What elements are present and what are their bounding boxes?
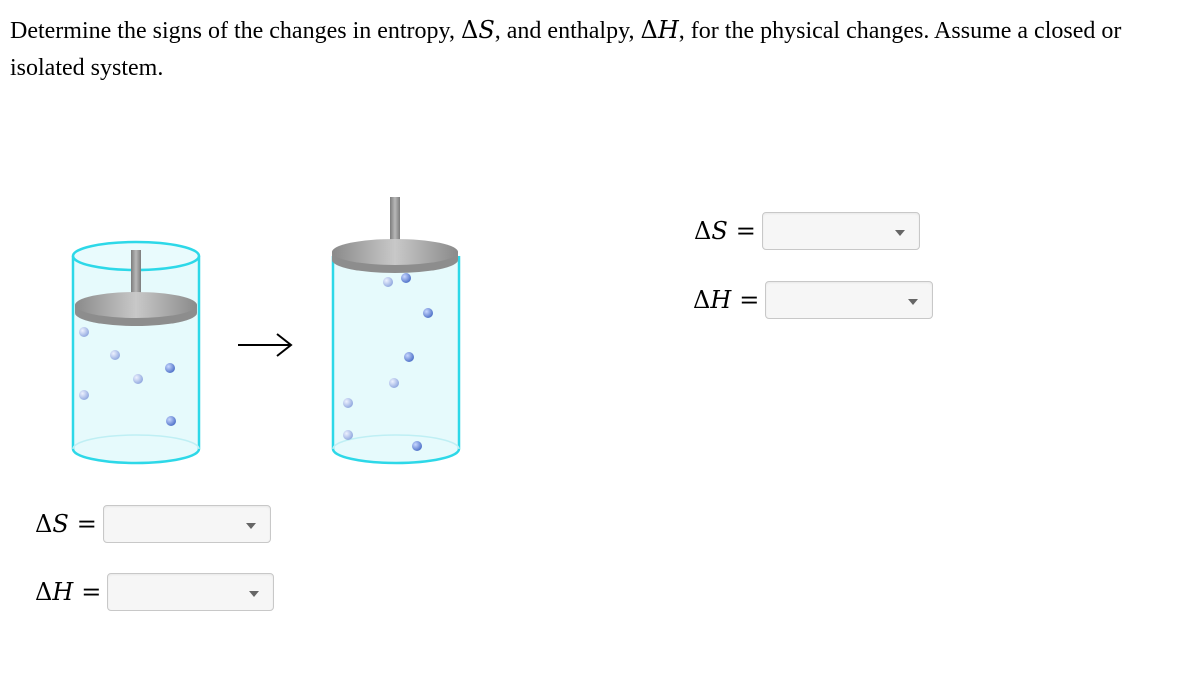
delta-s-symbol: ΔS — [460, 16, 495, 44]
piston-head-before — [75, 292, 197, 326]
chevron-down-icon — [895, 230, 905, 236]
delta-s-label: ΔS = — [694, 217, 756, 245]
delta-h-label: ΔH = — [693, 286, 760, 314]
delta-s-dropdown-right[interactable] — [762, 212, 920, 250]
delta-h-symbol: ΔH — [640, 16, 679, 44]
delta-h-dropdown-right[interactable] — [765, 281, 933, 319]
cylinder-before — [73, 242, 199, 463]
delta-s-label: ΔS = — [35, 510, 97, 538]
answer-row-delta-s-bottom — [35, 505, 271, 543]
cylinder-after — [332, 197, 459, 463]
chevron-down-icon — [908, 299, 918, 305]
chevron-down-icon — [249, 591, 259, 597]
delta-h-dropdown-bottom[interactable] — [107, 573, 274, 611]
question-part-2: , and enthalpy, — [494, 18, 641, 44]
delta-s-dropdown-bottom[interactable] — [103, 505, 271, 543]
answer-row-delta-h-right — [693, 281, 933, 319]
question-part-1: Determine the signs of the changes in entropy, — [10, 18, 461, 44]
delta-h-label: ΔH = — [35, 578, 102, 606]
reaction-arrow — [238, 334, 291, 356]
answer-row-delta-h-bottom — [35, 573, 274, 611]
question-part-3: , for the physical changes. Assume a closed or isolated system. — [10, 18, 1122, 81]
piston-head-after — [332, 239, 458, 273]
answer-row-delta-s-right — [694, 212, 920, 250]
chevron-down-icon — [246, 523, 256, 529]
